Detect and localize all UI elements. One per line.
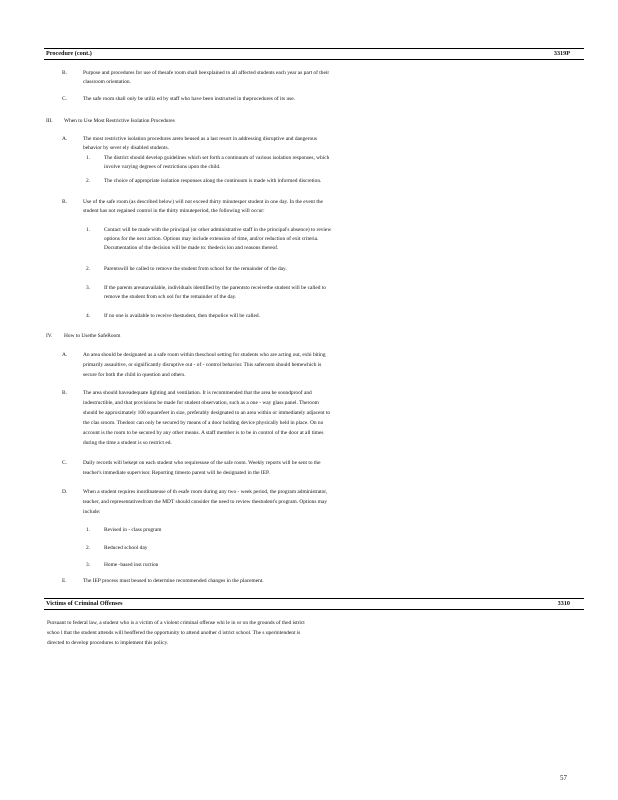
item-label: B. xyxy=(62,199,67,205)
text-line: If no one is available to receive thestudent, then thepolice will be called. xyxy=(104,313,260,319)
text-line: involve varying degrees of restrictions upon the child. xyxy=(104,164,221,170)
text-line: Parentswill be called to remove the student from school for the remainder of the day. xyxy=(104,266,287,272)
text-line: Use of the safe room (as described below) will not exceed thirty minutesper student in one day. In the event the xyxy=(83,199,323,205)
text-line: When a student requires inordinateuse of th esafe room during any two - week period, the program administrator, xyxy=(83,489,328,495)
page-number: 57 xyxy=(560,774,567,782)
item-label: A. xyxy=(62,352,68,358)
text-line: classroom orientation. xyxy=(83,79,131,85)
item-label: 2. xyxy=(86,545,91,551)
text-line: secure for both the child in question and others. xyxy=(83,372,186,378)
text-line: Revised in - class program xyxy=(104,527,162,533)
text-line: options for the next action. Options may include extension of time, and/or reduction of exit criteria. xyxy=(104,236,319,242)
text-line: indestructible, and that provisions be made for student observation, such as a one - way glass panel. Theroom xyxy=(83,400,319,406)
text-line: schoo l that the student attends will beoffered the opportunity to attend another d istrict school. The s uperintendent is xyxy=(47,630,301,636)
text-line: The area should haveadequate lighting and ventilation. It is recommended that the area be soundproof and xyxy=(83,390,312,396)
section-header-number: 3310 xyxy=(557,600,570,607)
section-header-3319p xyxy=(44,48,584,60)
text-line: during the time a student is so restrict ed. xyxy=(83,440,172,446)
section-header-3310 xyxy=(44,598,584,610)
section-header-title: Procedure (cont.) xyxy=(46,50,92,57)
text-line: Home -based inst ruction xyxy=(104,562,159,568)
text-line: teacher's immediate supervisor. Reporting timesto parent will be designated in the IEP. xyxy=(83,470,270,476)
item-label: 3. xyxy=(86,562,91,568)
item-label: A. xyxy=(62,136,68,142)
text-line: Pursuant to federal law, a student who is a victim of a violent criminal offense whi le in or on the grounds of thed istrict xyxy=(47,620,305,626)
item-label: 2. xyxy=(86,266,91,272)
text-line: If the parents areunavailable, individuals identified by the parentsto receivethe student will be called to xyxy=(104,285,326,291)
text-line: The IEP process must beused to determine recommended changes in the placement. xyxy=(83,578,264,584)
text-line: The most restrictive isolation procedures areto beused as a last resort in addressing disruptive and dangerous xyxy=(83,136,317,142)
item-label: C. xyxy=(62,460,67,466)
text-line: primarily assaultive, or significantly disruptive out - of - control behavior. This saferoom should bemewhich is xyxy=(83,362,322,368)
text-line: account is the room to be secured by any other means. A staff member is to be in control of the door at all times xyxy=(83,430,324,436)
item-label: 2. xyxy=(86,178,91,184)
item-label: B. xyxy=(62,390,67,396)
item-label: B. xyxy=(62,70,67,76)
text-line: student has not regained control in the thirty minuteperiod, the following will occur: xyxy=(83,208,265,214)
item-label: 3. xyxy=(86,285,91,291)
item-label: 1. xyxy=(86,227,91,233)
item-label: 4. xyxy=(86,313,91,319)
section-header-title: Victims of Criminal Offenses xyxy=(46,600,123,607)
text-line: The choice of appropriate isolation responses along the continuum is made with informed discretion. xyxy=(104,178,322,184)
text-line: An area should be designated as a safe room within theschool setting for students who are acting out, exhi biting xyxy=(83,352,326,358)
item-label: 1. xyxy=(86,155,91,161)
section-header-number: 3319P xyxy=(553,50,570,57)
text-line: Contact will be made with the principal (or other administrative staff in the principal's absence) to review xyxy=(104,227,332,233)
text-line: the clas sroom. Thedoor can only be secured by means of a door holding device physically held in place. On no xyxy=(83,420,324,426)
text-line: directed to develop procedures to implement this policy. xyxy=(47,640,169,646)
text-line: Reduced school day xyxy=(104,545,148,551)
text-line: should be approximately 100 squarefeet in size, preferably designated to an area within or immediately adjacent to xyxy=(83,410,331,416)
item-label: 1. xyxy=(86,527,91,533)
text-line: remove the student from sch ool for the remainder of the day. xyxy=(104,294,237,300)
text-line: Purpose and procedures for use of thesafe room shall beexplained to all affected students each year as part of their xyxy=(83,70,330,76)
text-line: teacher, and representativesfrom the MDT should consider the need to review thestudent's program. Options may xyxy=(83,499,328,505)
text-line: When to Use Most Restrictive Isolation Procedures xyxy=(64,118,175,124)
text-line: The safe room shall only be utiliz ed by staff who have been instructed in theprocedures of its use. xyxy=(83,96,296,102)
text-line: The district should develop guidelines which set forth a continuum of various isolation responses, which xyxy=(104,155,330,161)
item-label: IV. xyxy=(46,333,53,339)
item-label: D. xyxy=(62,489,68,495)
text-line: How to Usethe SafeRoom xyxy=(64,333,121,339)
text-line: Daily records will bekept on each student who requiresuse of the safe room. Weekly reports will be sent to the xyxy=(83,460,321,466)
item-label: E. xyxy=(62,578,67,584)
text-line: include: xyxy=(83,509,101,515)
item-label: C. xyxy=(62,96,67,102)
text-line: Documentation of the decision will be made to: thedecis ion and reasons thereof. xyxy=(104,245,279,251)
item-label: III. xyxy=(46,118,53,124)
text-line: behavior by sever ely disabled students. xyxy=(83,145,169,151)
